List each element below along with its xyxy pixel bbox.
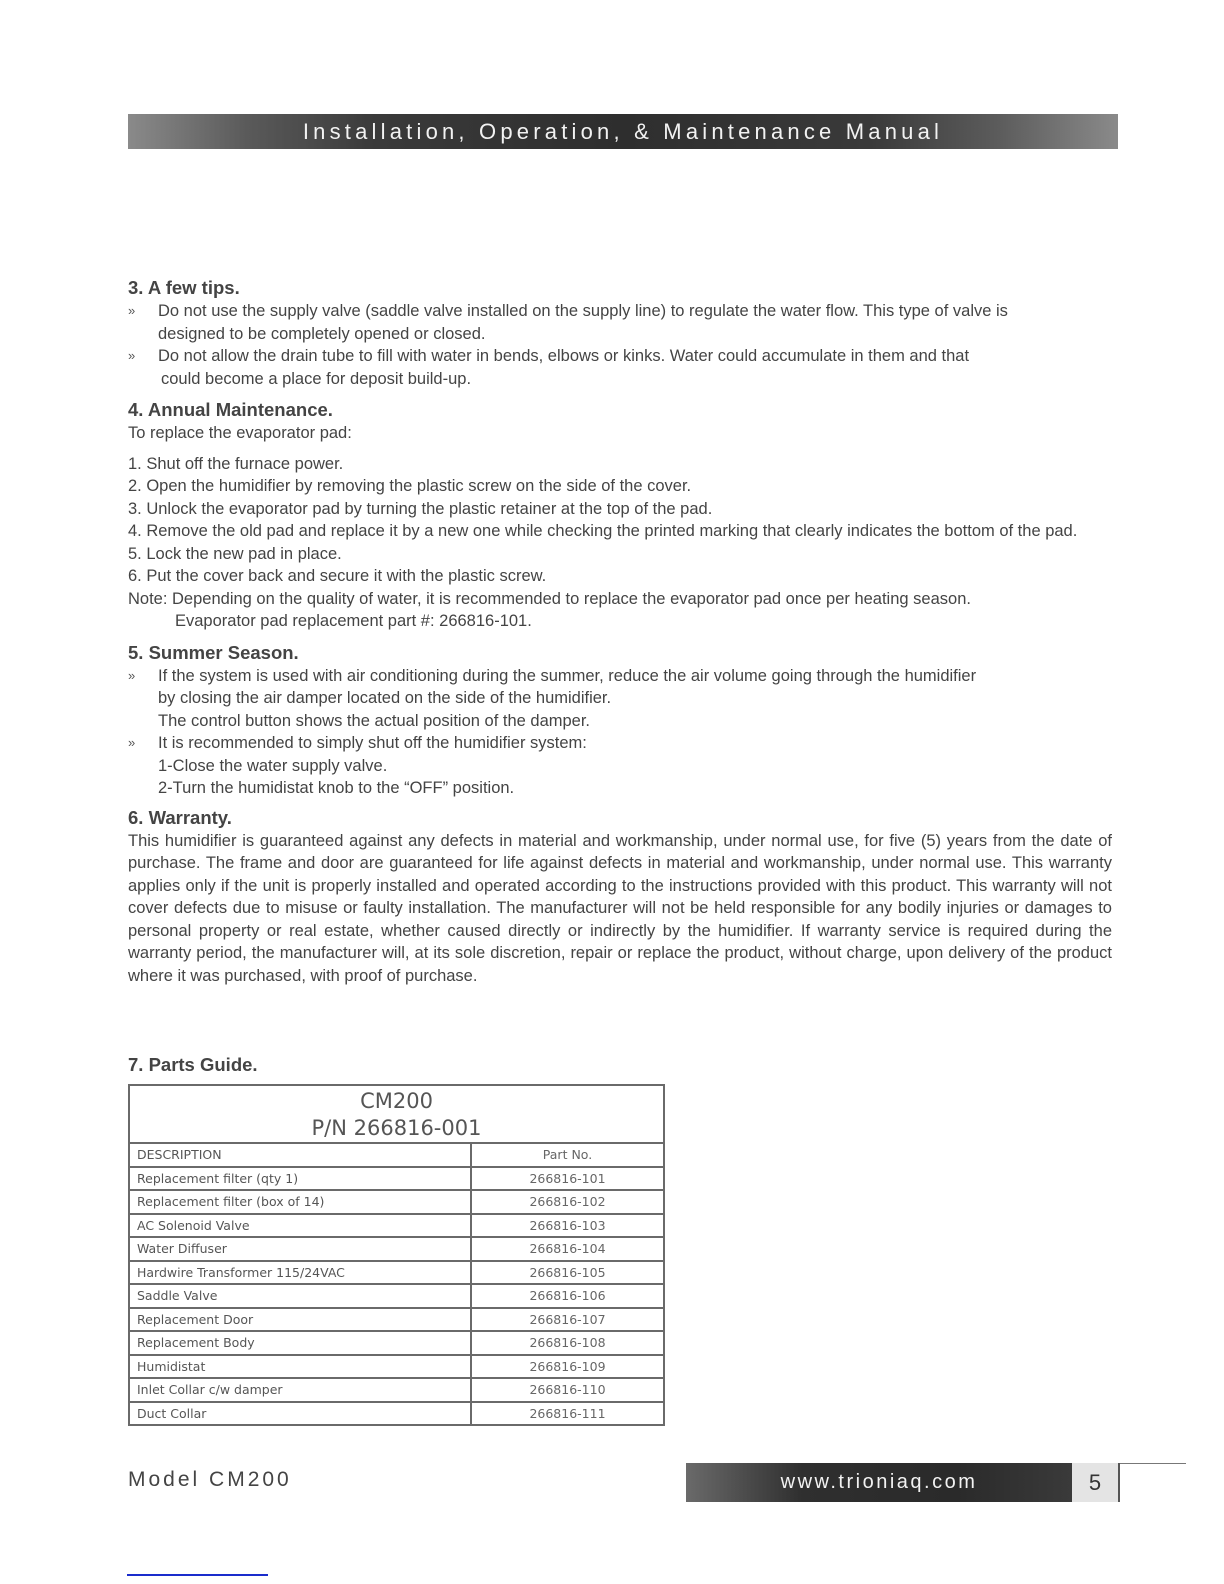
table-row	[129, 1331, 664, 1355]
maintenance-step: 6. Put the cover back and secure it with the plastic screw.	[128, 567, 547, 585]
part-description: Inlet Collar c/w damper	[129, 1378, 471, 1402]
tip-line: Do not allow the drain tube to fill with water in bends, elbows or kinks. Water could accumulate in them and that	[158, 347, 970, 365]
part-description: Saddle Valve	[129, 1284, 471, 1308]
column-header-part-no: Part No.	[471, 1143, 664, 1167]
maintenance-step: 5. Lock the new pad in place.	[128, 544, 342, 563]
parts-pn: P/N 266816-001	[311, 1116, 482, 1140]
footer-website-bar	[686, 1463, 1072, 1502]
summer-item	[128, 732, 1112, 800]
summer-line: 1-Close the water supply valve.	[158, 756, 388, 775]
part-number: 266816-107	[471, 1308, 664, 1332]
part-description: Humidistat	[129, 1355, 471, 1379]
blue-underline-artifact	[127, 1574, 268, 1576]
maintenance-note-part: Evaporator pad replacement part #: 266816-101.	[175, 612, 532, 630]
manual-title: Installation, Operation, & Maintenance Manual	[302, 119, 944, 144]
manual-content	[128, 276, 1112, 987]
part-description: AC Solenoid Valve	[129, 1214, 471, 1238]
part-number: 266816-103	[471, 1214, 664, 1238]
table-row	[129, 1284, 664, 1308]
bullet-marker: »	[128, 667, 136, 683]
part-description: Replacement filter (box of 14)	[129, 1190, 471, 1214]
summer-line: The control button shows the actual position of the damper.	[158, 711, 591, 730]
maintenance-intro: To replace the evaporator pad:	[128, 424, 352, 442]
part-description: Replacement filter (qty 1)	[129, 1167, 471, 1191]
table-row	[129, 1261, 664, 1285]
table-row	[129, 1214, 664, 1238]
part-number: 266816-106	[471, 1284, 664, 1308]
table-row	[129, 1402, 664, 1426]
part-description: Replacement Door	[129, 1308, 471, 1332]
table-row	[129, 1167, 664, 1191]
section-heading-maintenance: 4. Annual Maintenance.	[128, 399, 333, 420]
section-heading-warranty: 6. Warranty.	[128, 806, 232, 828]
manual-header-bar	[128, 114, 1118, 149]
summer-line: by closing the air damper located on the side of the humidifier.	[158, 689, 612, 707]
section-heading-parts: 7. Parts Guide.	[128, 1054, 258, 1075]
maintenance-step: 3. Unlock the evaporator pad by turning the plastic retainer at the top of the pad.	[128, 499, 713, 518]
part-number: 266816-104	[471, 1237, 664, 1261]
table-row	[129, 1237, 664, 1261]
column-header-description: DESCRIPTION	[129, 1143, 471, 1167]
section-heading-summer: 5. Summer Season.	[128, 641, 299, 663]
bullet-marker: »	[128, 348, 136, 363]
tip-line: designed to be completely opened or closed.	[158, 324, 486, 343]
part-description: Replacement Body	[129, 1331, 471, 1355]
tip-item	[128, 300, 1112, 345]
tip-line: could become a place for deposit build-up.	[161, 369, 472, 388]
table-row	[129, 1190, 664, 1214]
part-number: 266816-102	[471, 1190, 664, 1214]
tip-item	[128, 345, 1112, 390]
part-number: 266816-108	[471, 1331, 664, 1355]
table-row	[129, 1378, 664, 1402]
summer-line: If the system is used with air conditioning during the summer, reduce the air volume going through the humidifier	[158, 666, 977, 685]
part-description: Duct Collar	[129, 1402, 471, 1426]
bullet-marker: »	[128, 303, 136, 318]
table-row	[129, 1355, 664, 1379]
footer-website: www.trioniaq.com	[780, 1471, 978, 1493]
parts-table	[128, 1084, 665, 1426]
maintenance-step: 2. Open the humidifier by removing the plastic screw on the side of the cover.	[128, 477, 692, 495]
part-number: 266816-111	[471, 1402, 664, 1426]
parts-table-header	[129, 1143, 664, 1167]
maintenance-step: 1. Shut off the furnace power.	[128, 454, 344, 473]
page-number: 5	[1072, 1463, 1120, 1502]
maintenance-note: Note: Depending on the quality of water, it is recommended to replace the evaporator pad once per heating season.	[128, 589, 971, 608]
part-number: 266816-101	[471, 1167, 664, 1191]
summer-line: It is recommended to simply shut off the humidifier system:	[158, 734, 587, 752]
parts-model: CM200	[360, 1089, 433, 1113]
part-description: Water Diffuser	[129, 1237, 471, 1261]
parts-table-title-row	[129, 1085, 664, 1143]
footer-rule	[1120, 1463, 1186, 1464]
part-number: 266816-110	[471, 1378, 664, 1402]
maintenance-step: 4. Remove the old pad and replace it by a new one while checking the printed marking that clearly indicates the bottom of the pad.	[128, 522, 1078, 540]
bullet-marker: »	[128, 735, 136, 750]
part-number: 266816-105	[471, 1261, 664, 1285]
table-row	[129, 1308, 664, 1332]
part-description: Hardwire Transformer 115/24VAC	[129, 1261, 471, 1285]
footer-model: Model CM200	[128, 1468, 292, 1491]
section-heading-tips: 3. A few tips.	[128, 277, 240, 298]
summer-item	[128, 665, 1112, 733]
warranty-text: This humidifier is guaranteed against any defects in material and workmanship, under normal use, for five (5) years from the date of purchase. The frame and door are guaranteed for life against defects in material and workmanship, under normal use. This warranty applies only if the unit is properly installed and operated according to the instructions provided with this product. This warranty will not cover defects due to misuse or faulty installation. The manufacturer will not be held responsible for any bodily injuries or damages to personal property or real estate, whether caused directly or indirectly by the humidifier. If warranty service is required during the warranty period, the manufacturer will, at its sole discretion, repair or replace the product, without charge, upon delivery of the product where it was purchased, with proof of purchase.	[128, 831, 1112, 985]
part-number: 266816-109	[471, 1355, 664, 1379]
tip-line: Do not use the supply valve (saddle valve installed on the supply line) to regulate the water flow. This type of valve is	[158, 302, 1008, 320]
summer-line: 2-Turn the humidistat knob to the “OFF” position.	[158, 779, 515, 797]
